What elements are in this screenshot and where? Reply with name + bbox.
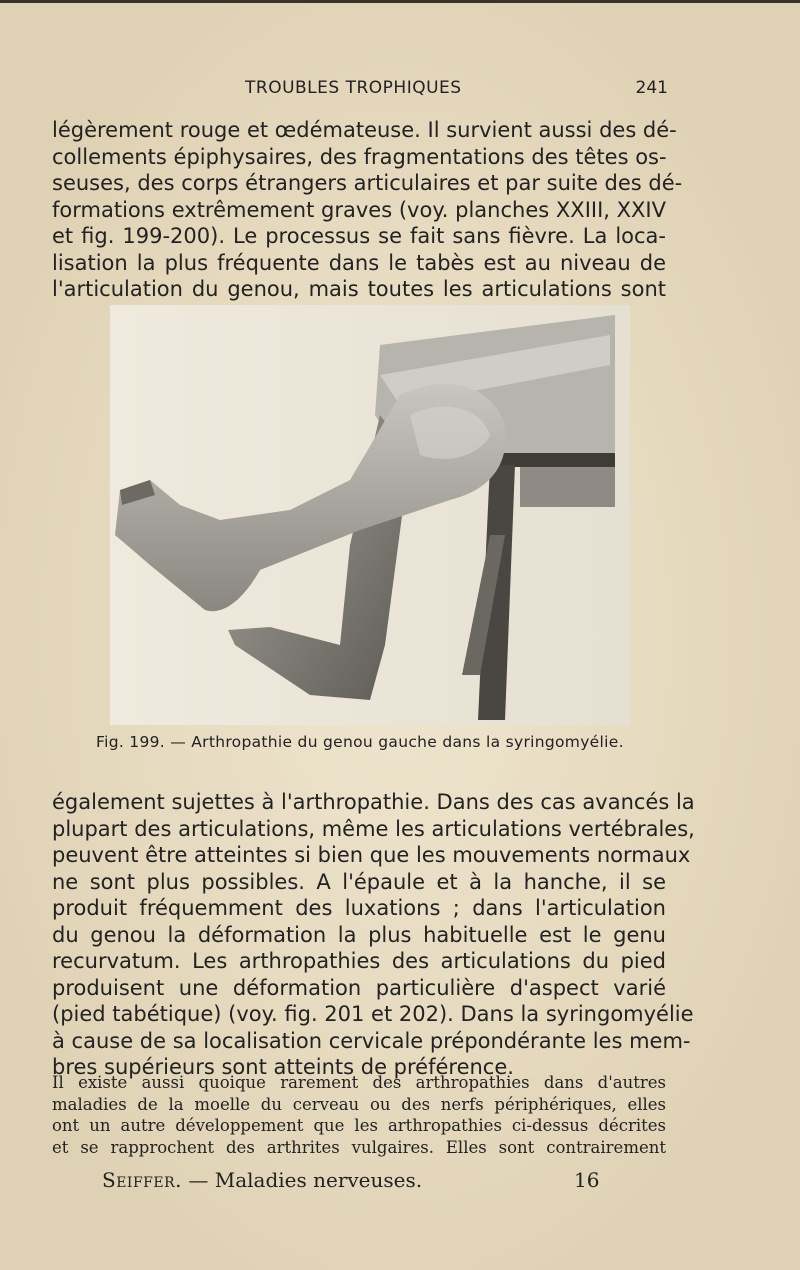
figure-photograph-knee: [110, 305, 630, 725]
text-line: collements épiphysaires, des fragmentations des têtes os-: [52, 144, 667, 169]
chair-rail: [520, 467, 615, 507]
text-line: ont un autre développement que les arthropathies ci-dessus décrites: [52, 1116, 666, 1135]
footer-author: Seiffer.: [102, 1168, 182, 1192]
paragraph-2: [52, 789, 695, 1081]
text-line: et se rapprochent des arthrites vulgaires. Elles sont contrairement: [52, 1137, 666, 1157]
text-line: (pied tabétique) (voy. fig. 201 et 202). Dans la syringomyélie: [52, 1002, 694, 1026]
footer-signature-number: 16: [574, 1168, 600, 1192]
text-line: du genou la déformation la plus habituelle est le genu: [52, 922, 666, 947]
text-line: également sujettes à l'arthropathie. Dans des cas avancés la: [52, 790, 695, 814]
text-line: ne sont plus possibles. A l'épaule et à la hanche, il se: [52, 869, 666, 894]
text-line: formations extrêmement graves (voy. planches XXIII, XXIV: [52, 197, 666, 222]
text-line: plupart des articulations, même les articulations vertébrales,: [52, 816, 695, 841]
chair-seat: [495, 453, 615, 467]
running-head: TROUBLES TROPHIQUES: [245, 78, 462, 98]
text-line: peuvent être atteintes si bien que les mouvements normaux: [52, 843, 691, 867]
text-line: bres supérieurs sont atteints de préférence.: [52, 1055, 514, 1079]
footer-title: — Maladies nerveuses.: [188, 1168, 423, 1192]
paragraph-1: [52, 117, 683, 303]
text-line: Il existe aussi quoique rarement des arthropathies dans d'autres: [52, 1073, 666, 1092]
text-line: recurvatum. Les arthropathies des articulations du pied: [52, 949, 666, 973]
text-line: produit fréquemment des luxations ; dans l'articulation: [52, 896, 666, 920]
page-number: 241: [635, 78, 668, 98]
text-line: légèrement rouge et œdémateuse. Il survient aussi des dé-: [52, 118, 677, 142]
text-line: et fig. 199-200). Le processus se fait sans fièvre. La loca-: [52, 224, 666, 248]
text-line: lisation la plus fréquente dans le tabès est au niveau de: [52, 250, 666, 275]
text-line: seuses, des corps étrangers articulaires et par suite des dé-: [52, 171, 683, 195]
text-line: produisent une déformation particulière d'aspect varié: [52, 975, 666, 1000]
text-line: à cause de sa localisation cervicale prépondérante les mem-: [52, 1028, 691, 1053]
text-line: l'articulation du genou, mais toutes les articulations sont: [52, 277, 666, 301]
text-line: maladies de la moelle du cerveau ou des nerfs périphériques, elles: [52, 1094, 666, 1114]
figure-caption: Fig. 199. — Arthropathie du genou gauche dans la syringomyélie.: [96, 733, 624, 751]
footer-signature-line: [102, 1168, 422, 1192]
top-edge-rule: [0, 0, 800, 3]
paragraph-3-small-print: [52, 1072, 666, 1158]
